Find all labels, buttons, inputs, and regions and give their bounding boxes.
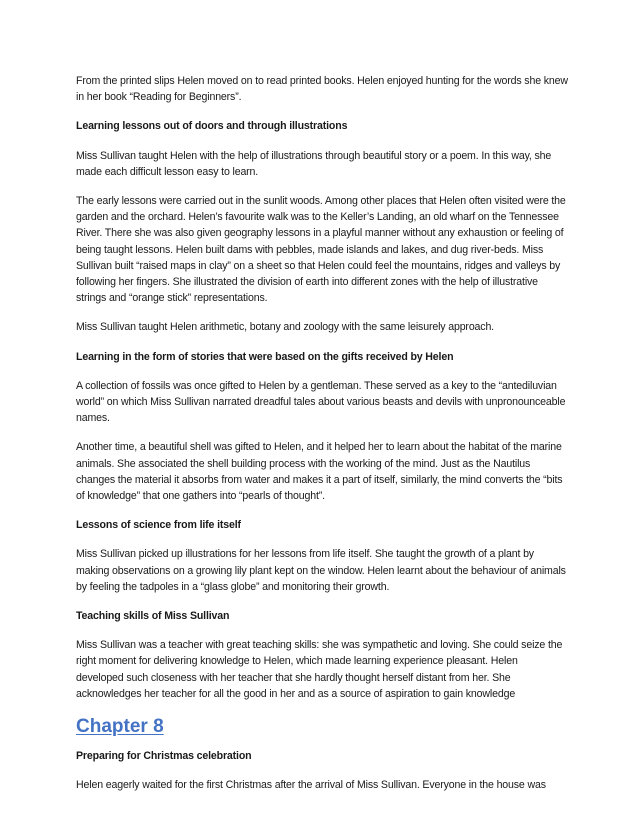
paragraph-shell: Another time, a beautiful shell was gifted to Helen, and it helped her to learn about the habitat of the marine animals. She associated the shell building process with the working of the mind. Just as the Nautilus changes the material it absorbs from water and makes it a part of itself, similarly, the mind converts the “bits of knowledge” that one gathers into “pearls of thought”. [76, 441, 563, 503]
paragraph-reading-books: From the printed slips Helen moved on to read printed books. Helen enjoyed hunting for the words she knew in her book “Reading for Beginners”. [76, 75, 568, 104]
paragraph-science-life: Miss Sullivan picked up illustrations for her lessons from life itself. She taught the growth of a plant by making observations on a growing lily plant kept on the window. Helen learnt about the behaviour of animals by feeling the tadpoles in a “glass globe” and monitoring their growth. [76, 548, 566, 593]
section-heading-stories-gifts: Learning in the form of stories that were based on the gifts received by Helen [76, 350, 454, 363]
paragraph-arithmetic: Miss Sullivan taught Helen arithmetic, botany and zoology with the same leisurely approach. [76, 321, 494, 334]
section-heading-teaching-skills: Teaching skills of Miss Sullivan [76, 610, 230, 623]
paragraph-teaching-skills: Miss Sullivan was a teacher with great teaching skills: she was sympathetic and loving. She could seize the right moment for delivering knowledge to Helen, which made learning experience pleasant. Helen developed such closeness with her teacher that she hardly thought herself distant from her. She acknowledges her teacher for all the good in her and as a source of aspiration to gain knowledge [76, 639, 563, 700]
paragraph-illustrations: Miss Sullivan taught Helen with the help of illustrations through beautiful story or a poem. In this way, she made each difficult lesson easy to learn. [76, 149, 552, 178]
section-heading-outdoor-lessons: Learning lessons out of doors and through illustrations [76, 120, 348, 133]
paragraph-fossils: A collection of fossils was once gifted to Helen by a gentleman. These served as a key to the “antediluvian world” on which Miss Sullivan narrated dreadful tales about various beasts and devils with unpronounceable names. [76, 379, 566, 425]
paragraph-early-lessons: The early lessons were carried out in the sunlit woods. Among other places that Helen often visited were the garden and the orchard. Helen’s favourite walk was to the Keller’s Landing, an old wharf on the Tennessee River. There she was also given geography lessons in a playful manner without any exhaustion or feeling of being taught lessons. Helen built dams with pebbles, made islands and lakes, and dug river-beds. Miss Sullivan built “raised maps in clay” on a sheet so that Helen could feel the mountains, ridges and valleys by following her fingers. She illustrated the division of earth into different zones with the help of illustrative strings and “orange stick” representations. [76, 195, 566, 305]
chapter-heading: Chapter 8 [76, 716, 164, 738]
paragraph-christmas: Helen eagerly waited for the first Christmas after the arrival of Miss Sullivan. Everyone in the house was [76, 779, 546, 792]
section-heading-science: Lessons of science from life itself [76, 519, 241, 532]
section-heading-christmas: Preparing for Christmas celebration [76, 750, 252, 763]
